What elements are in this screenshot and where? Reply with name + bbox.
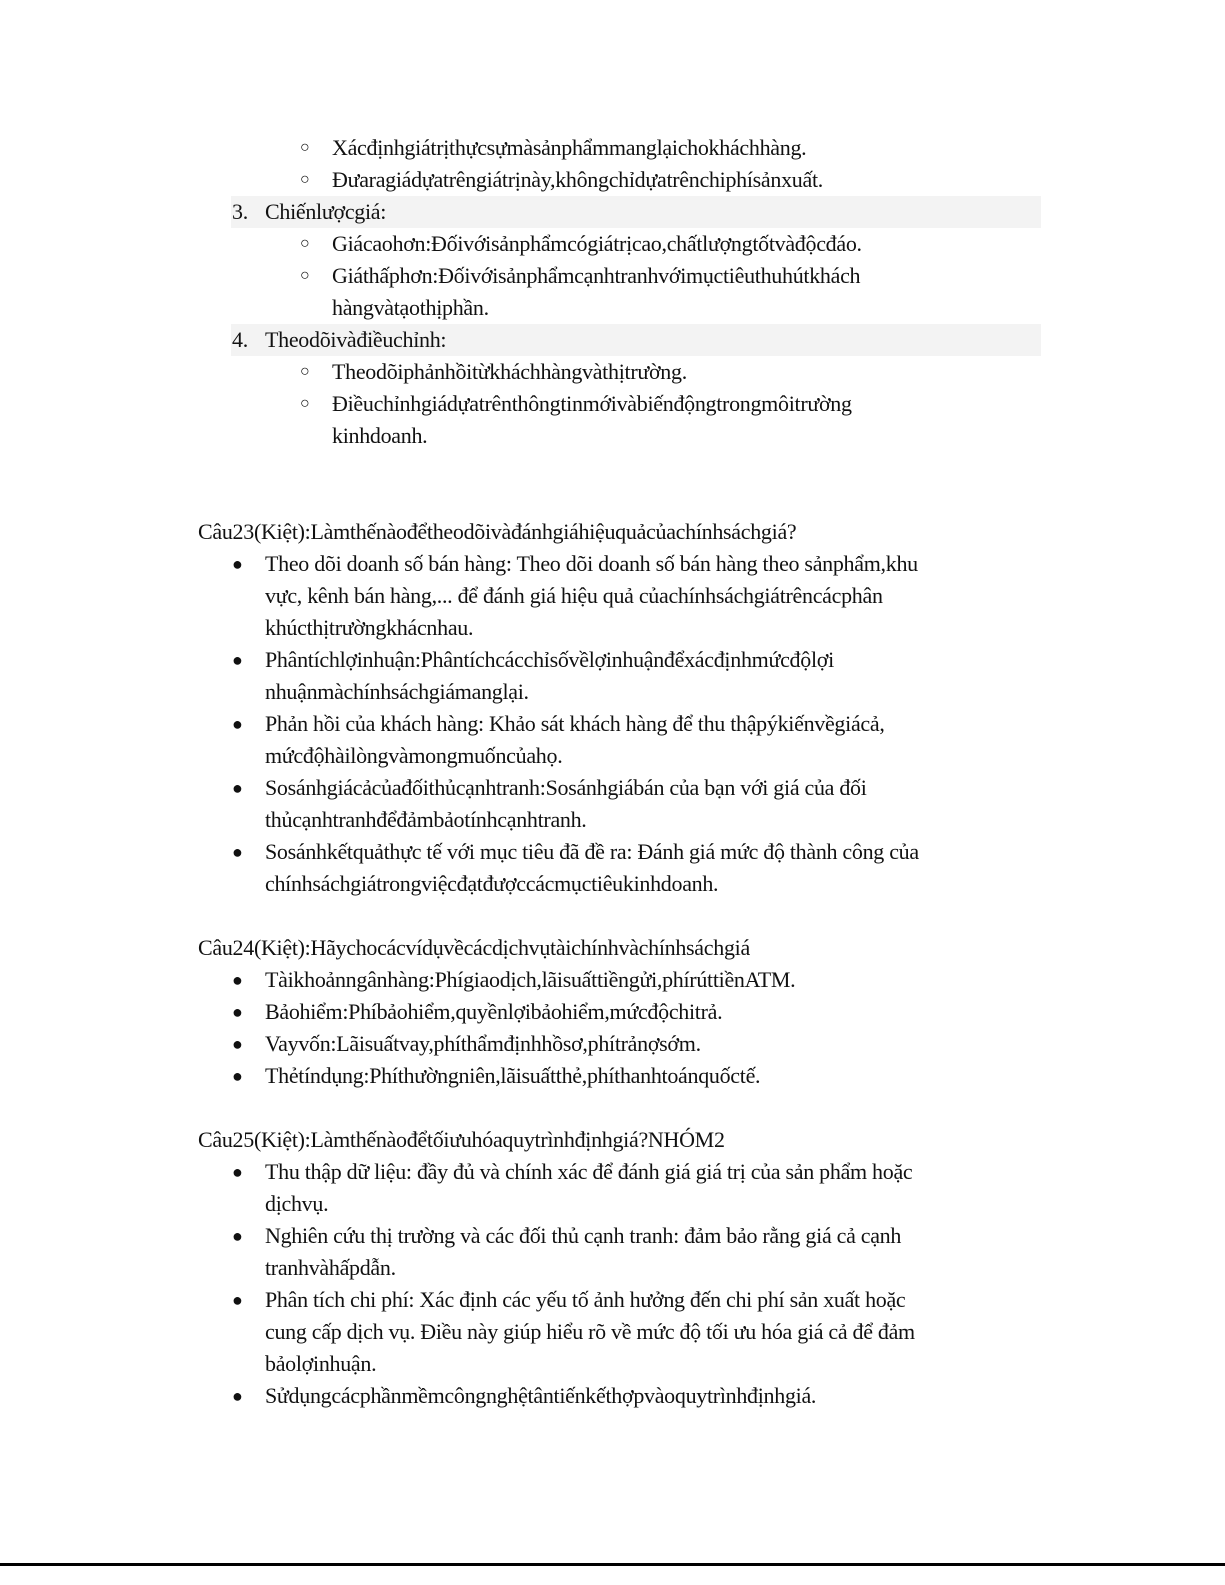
- bullet-item: [0, 1156, 1225, 1220]
- text-line: [0, 260, 1225, 292]
- text-line: [0, 1124, 1225, 1156]
- bullet-icon: ●: [232, 1034, 243, 1054]
- line-text: khúcthịtrườngkhácnhau.: [265, 615, 474, 640]
- line-text: Thu thập dữ liệu: đầy đủ và chính xác để đánh giá giá trị của sản phẩm hoặc: [265, 1159, 913, 1184]
- bullet-icon: ●: [232, 1226, 243, 1246]
- line-text: tranhvàhấpdẫn.: [265, 1255, 396, 1280]
- text-line: [0, 1028, 1225, 1060]
- line-text: Nghiên cứu thị trường và các đối thủ cạnh tranh: đảm bảo rằng giá cả cạnh: [265, 1223, 902, 1248]
- text-line: [0, 580, 1225, 612]
- bullet-item: [0, 644, 1225, 708]
- bullet-item: [0, 772, 1225, 836]
- text-line: [0, 548, 1225, 580]
- numbered-heading: [0, 324, 1225, 356]
- line-text: mứcđộhàilòngvàmongmuốncủahọ.: [265, 743, 563, 768]
- bullet-item: [0, 1284, 1225, 1380]
- text-line: [0, 772, 1225, 804]
- line-text: Theo dõi doanh số bán hàng: Theo dõi doanh số bán hàng theo sảnphẩm,khu: [265, 551, 918, 576]
- line-text: Giáthấphơn:Đốivớisảnphẩmcạnhtranhvớimụctiêuthuhútkhách: [332, 263, 861, 288]
- line-text: Sosánhgiácảcủađốithủcạnhtranh:Sosánhgiábán của bạn với giá của đối: [265, 775, 867, 800]
- line-text: Câu24(Kiệt):Hãychocácvídụvềcácdịchvụtàichínhvàchínhsáchgiá: [198, 935, 750, 960]
- bullet-item: [0, 1028, 1225, 1060]
- text-line: [0, 228, 1225, 260]
- page-bottom-rule: [0, 1563, 1225, 1566]
- text-line: [0, 516, 1225, 548]
- line-text: Bảohiểm:Phíbảohiểm,quyềnlợibảohiểm,mứcđộchitrả.: [265, 999, 723, 1024]
- line-text: vực, kênh bán hàng,... để đánh giá hiệu quả củachínhsáchgiátrêncácphân: [265, 583, 883, 608]
- line-text: Vayvốn:Lãisuấtvay,phíthẩmđịnhhồsơ,phítrảnợsớm.: [265, 1031, 701, 1056]
- text-line: [0, 868, 1225, 900]
- line-text: cung cấp dịch vụ. Điều này giúp hiểu rõ về mức độ tối ưu hóa giá cả để đảm: [265, 1319, 915, 1344]
- bullet-item: [0, 1380, 1225, 1412]
- line-text: kinhdoanh.: [332, 423, 428, 448]
- line-text: Phântíchlợinhuận:Phântíchcácchỉsốvềlợinhuậnđểxácđịnhmứcđộlợi: [265, 647, 834, 672]
- text-line: [0, 836, 1225, 868]
- text-line: [0, 164, 1225, 196]
- hollow-bullet-icon: ○: [300, 363, 310, 380]
- text-line: [0, 612, 1225, 644]
- line-text: Giácaohơn:Đốivớisảnphẩmcógiátrịcao,chấtlượngtốtvàđộcđáo.: [332, 231, 862, 256]
- text-line: [0, 964, 1225, 996]
- line-text: Câu25(Kiệt):Làmthếnàođểtốiưuhóaquytrìnhđịnhgiá?NHÓM2: [198, 1127, 725, 1152]
- text-line: [0, 1380, 1225, 1412]
- sub-list-item: [0, 260, 1225, 324]
- bullet-icon: ●: [232, 778, 243, 798]
- bullet-item: [0, 1060, 1225, 1092]
- text-line: [0, 1156, 1225, 1188]
- sub-list-item: [0, 164, 1225, 196]
- line-text: Điềuchỉnhgiádựatrênthôngtinmớivàbiếnđộngtrongmôitrường: [332, 391, 852, 416]
- line-text: hàngvàtạothịphần.: [332, 295, 489, 320]
- text-line: [0, 292, 1225, 324]
- hollow-bullet-icon: ○: [300, 235, 310, 252]
- line-text: Phản hồi của khách hàng: Khảo sát khách hàng để thu thậpýkiếnvềgiácả,: [265, 711, 885, 736]
- text-line: [231, 196, 1041, 228]
- bullet-item: [0, 708, 1225, 772]
- bullet-item: [0, 1220, 1225, 1284]
- sub-list-item: [0, 132, 1225, 164]
- sub-list-item: [0, 228, 1225, 260]
- hollow-bullet-icon: ○: [300, 171, 310, 188]
- text-line: [0, 708, 1225, 740]
- list-number: 3.: [232, 199, 248, 224]
- question-heading: [0, 516, 1225, 548]
- line-text: thủcạnhtranhđểđảmbảotínhcạnhtranh.: [265, 807, 587, 832]
- line-text: Phân tích chi phí: Xác định các yếu tố ảnh hưởng đến chi phí sản xuất hoặc: [265, 1287, 906, 1312]
- text-line: [231, 324, 1041, 356]
- text-line: [0, 932, 1225, 964]
- question-heading: [0, 932, 1225, 964]
- bullet-icon: ●: [232, 1002, 243, 1022]
- text-line: [0, 1188, 1225, 1220]
- line-text: Sửdụngcácphầnmềmcôngnghệtântiếnkếthợpvàoquytrìnhđịnhgiá.: [265, 1383, 817, 1408]
- text-line: [0, 1220, 1225, 1252]
- numbered-heading: [0, 196, 1225, 228]
- bullet-icon: ●: [232, 1066, 243, 1086]
- spacer: [0, 484, 1225, 516]
- document-body: [0, 132, 1225, 1412]
- line-text: Câu23(Kiệt):Làmthếnàođểtheodõivàđánhgiáhiệuquảcủachínhsáchgiá?: [198, 519, 797, 544]
- bullet-icon: ●: [232, 1290, 243, 1310]
- bullet-item: [0, 548, 1225, 644]
- bullet-item: [0, 836, 1225, 900]
- text-line: [0, 1060, 1225, 1092]
- bullet-item: [0, 996, 1225, 1028]
- spacer: [0, 452, 1225, 484]
- bullet-icon: ●: [232, 554, 243, 574]
- hollow-bullet-icon: ○: [300, 395, 310, 412]
- spacer: [0, 1092, 1225, 1124]
- question-heading: [0, 1124, 1225, 1156]
- bullet-icon: ●: [232, 1386, 243, 1406]
- bullet-item: [0, 964, 1225, 996]
- text-line: [0, 1284, 1225, 1316]
- text-line: [0, 996, 1225, 1028]
- line-text: Tàikhoảnngânhàng:Phígiaodịch,lãisuấttiềngửi,phírúttiềnATM.: [265, 967, 796, 992]
- line-text: Theodõiphảnhồitừkháchhàngvàthịtrường.: [332, 359, 687, 384]
- text-line: [0, 1316, 1225, 1348]
- text-line: [0, 420, 1225, 452]
- line-text: nhuậnmàchínhsáchgiámanglại.: [265, 679, 529, 704]
- text-line: [0, 804, 1225, 836]
- line-text: Chiếnlượcgiá:: [265, 199, 387, 224]
- sub-list-item: [0, 356, 1225, 388]
- sub-list-item: [0, 388, 1225, 452]
- line-text: Theodõivàđiềuchỉnh:: [265, 327, 447, 352]
- line-text: chínhsáchgiátrongviệcđạtđượccácmụctiêukinhdoanh.: [265, 871, 719, 896]
- text-line: [0, 676, 1225, 708]
- hollow-bullet-icon: ○: [300, 267, 310, 284]
- bullet-icon: ●: [232, 1162, 243, 1182]
- line-text: dịchvụ.: [265, 1191, 329, 1216]
- line-text: Thẻtíndụng:Phíthườngniên,lãisuấtthẻ,phíthanhtoánquốctế.: [265, 1063, 761, 1088]
- line-text: Đưaragiádựatrêngiátrịnày,khôngchỉdựatrênchiphísảnxuất.: [332, 167, 823, 192]
- bullet-icon: ●: [232, 970, 243, 990]
- line-text: Xácđịnhgiátrịthựcsựmàsảnphẩmmanglạichokháchhàng.: [332, 135, 807, 160]
- line-text: bảolợinhuận.: [265, 1351, 377, 1376]
- bullet-icon: ●: [232, 714, 243, 734]
- list-number: 4.: [232, 327, 248, 352]
- hollow-bullet-icon: ○: [300, 139, 310, 156]
- text-line: [0, 1252, 1225, 1284]
- line-text: Sosánhkếtquảthực tế với mục tiêu đã đề ra: Đánh giá mức độ thành công của: [265, 839, 919, 864]
- text-line: [0, 132, 1225, 164]
- text-line: [0, 1348, 1225, 1380]
- spacer: [0, 900, 1225, 932]
- bullet-icon: ●: [232, 842, 243, 862]
- text-line: [0, 740, 1225, 772]
- text-line: [0, 388, 1225, 420]
- text-line: [0, 644, 1225, 676]
- bullet-icon: ●: [232, 650, 243, 670]
- text-line: [0, 356, 1225, 388]
